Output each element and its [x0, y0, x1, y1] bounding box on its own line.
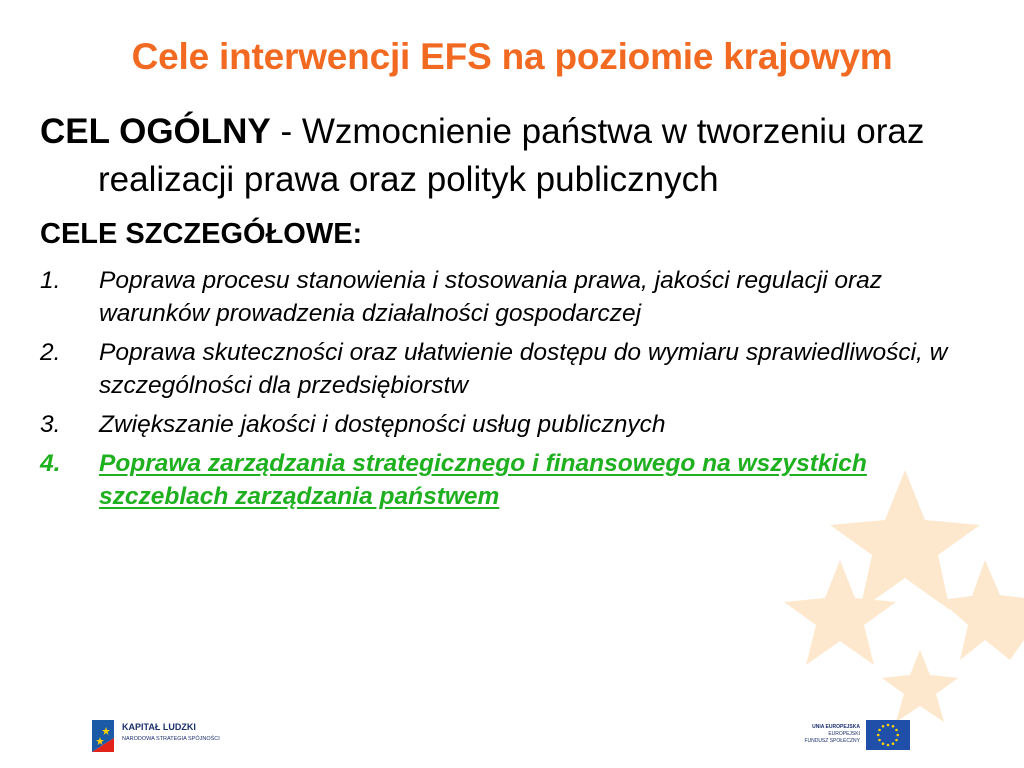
kapital-ludzki-logo-icon	[86, 716, 120, 756]
footer-logos	[0, 700, 1024, 768]
right-logo-line1: UNIA EUROPEJSKA	[812, 724, 860, 730]
specific-goal-item-1	[40, 264, 990, 330]
specific-goal-item-4-highlighted	[40, 447, 990, 513]
specific-goal-item-2	[40, 336, 990, 402]
general-goal	[40, 108, 990, 204]
item-number: 1.	[40, 267, 61, 294]
eu-flag-icon	[866, 720, 910, 750]
eu-text-block	[790, 724, 860, 745]
right-logo-line3: FUNDUSZ SPOŁECZNY	[804, 738, 860, 744]
item-number: 2.	[40, 339, 61, 366]
item-text: Poprawa zarządzania strategicznego i finansowego na wszystkich szczeblach zarządzania państwem	[99, 450, 867, 510]
slide-content	[40, 108, 990, 519]
left-logo-subtitle: NARODOWA STRATEGIA SPÓJNOŚCI	[122, 736, 220, 742]
specific-goal-item-3	[40, 408, 990, 441]
item-text: Poprawa skuteczności oraz ułatwienie dostępu do wymiaru sprawiedliwości, w szczególności dla przedsiębiorstw	[99, 339, 948, 399]
slide-title: Cele interwencji EFS na poziomie krajowym	[131, 36, 893, 77]
item-number: 3.	[40, 411, 61, 438]
item-text: Poprawa procesu stanowienia i stosowania prawa, jakości regulacji oraz warunków prowadzenia działalności gospodarczej	[99, 267, 883, 327]
specific-goals-heading: CELE SZCZEGÓŁOWE:	[40, 218, 363, 250]
general-goal-text: - Wzmocnienie państwa w tworzeniu oraz realizacji prawa oraz polityk publicznych	[98, 112, 925, 199]
right-logo-line2: EUROPEJSKI	[828, 731, 860, 737]
item-text: Zwiększanie jakości i dostępności usług publicznych	[99, 411, 666, 438]
left-logo-title: KAPITAŁ LUDZKI	[122, 722, 196, 732]
item-number: 4.	[40, 450, 61, 477]
general-goal-heading: CEL OGÓLNY	[40, 112, 271, 151]
